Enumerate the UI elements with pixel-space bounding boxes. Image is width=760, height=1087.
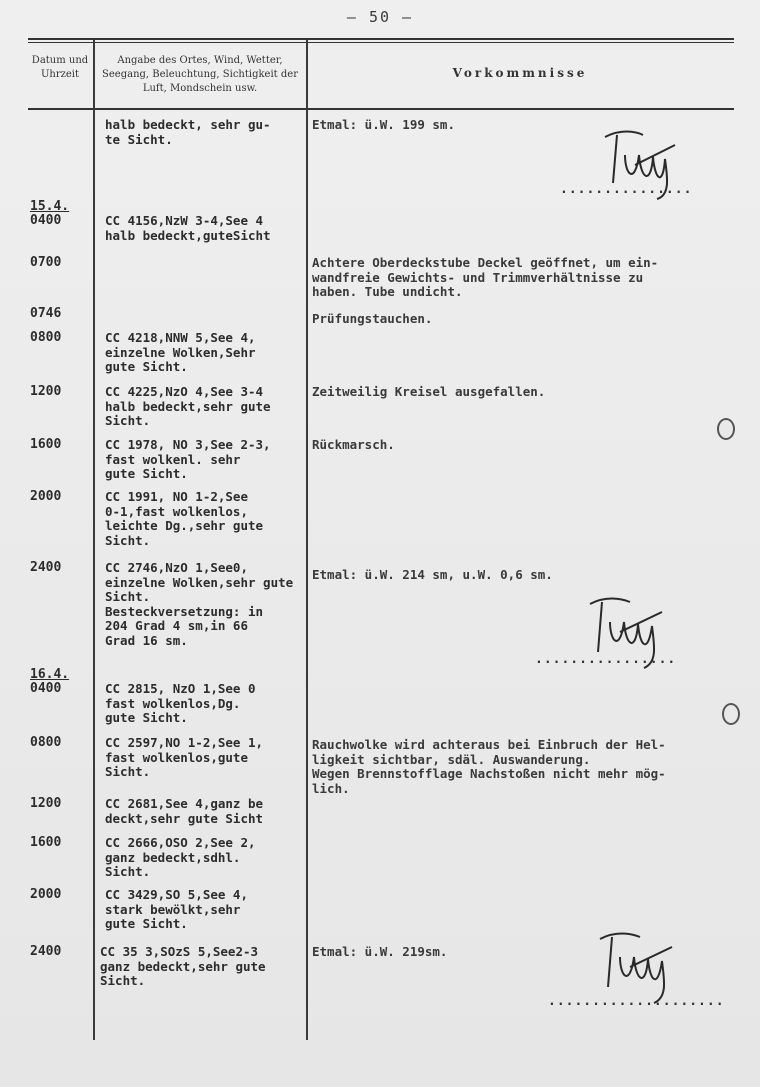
weather-cell: CC 2746,NzO 1,See0, einzelne Wolken,sehr gute Sicht. Besteckversetzung: in 204 Grad 4 sm,in 66 Grad 16 sm. (105, 560, 294, 648)
event-cell: Zeitweilig Kreisel ausgefallen. (312, 384, 546, 399)
weather-cell: CC 3429,SO 5,See 4, stark bewölkt,sehr gute Sicht. (105, 887, 248, 931)
event-cell: Rauchwolke wird achteraus bei Einbruch der Hel- ligkeit sichtbar, sdäl. Auswanderung. Wegen Brennstofflage Nachstoßen nicht mehr mög- lich. (312, 737, 666, 796)
punch-hole (722, 703, 740, 725)
weather-cell: CC 35 3,SOzS 5,See2-3 ganz bedeckt,sehr gute Sicht. (100, 944, 266, 988)
signature-dots: ............... (560, 182, 693, 197)
weather-cell: CC 4156,NzW 3-4,See 4 halb bedeckt,guteSicht (105, 213, 271, 243)
event-cell: Etmal: ü.W. 214 sm, u.W. 0,6 sm. (312, 567, 553, 582)
header-datum-text: Datum und Uhrzeit (31, 55, 89, 80)
header-ort-text: Angabe des Ortes, Wind, Wetter, Seegang, Beleuchtung, Sichtigkeit der Luft, Mondschein usw. (102, 55, 298, 94)
time-cell: 1200 (30, 384, 62, 399)
time-cell: 2000 (30, 887, 62, 902)
weather-cell: CC 2815, NzO 1,See 0 fast wolkenlos,Dg. gute Sicht. (105, 681, 256, 725)
signature-dots: .................... (548, 994, 725, 1009)
time-cell: 1200 (30, 796, 62, 811)
signature-dots: ................ (535, 652, 677, 667)
weather-cell: CC 4225,NzO 4,See 3-4 halb bedeckt,sehr gute Sicht. (105, 384, 271, 428)
header-bottom-rule (28, 108, 734, 110)
weather-cell: CC 1978, NO 3,See 2-3, fast wolkenl. sehr gute Sicht. (105, 437, 271, 481)
event-cell: Etmal: ü.W. 199 sm. (312, 117, 455, 132)
table-top-rule-2 (28, 42, 734, 43)
time-cell: 2400 (30, 944, 62, 959)
event-cell: Achtere Oberdeckstube Deckel geöffnet, um ein- wandfreie Gewichts- und Trimmverhältnisse zu haben. Tube undicht. (312, 255, 659, 299)
page-number: – 50 – (346, 8, 414, 26)
weather-cell: CC 2666,OSO 2,See 2, ganz bedeckt,sdhl. Sicht. (105, 835, 256, 879)
time-cell: 0746 (30, 306, 62, 321)
weather-cell: CC 2681,See 4,ganz be deckt,sehr gute Sicht (105, 796, 264, 826)
header-vorkommnisse (310, 66, 730, 80)
time-cell: 2000 (30, 489, 62, 504)
header-ort (96, 54, 304, 96)
weather-cell: CC 4218,NNW 5,See 4, einzelne Wolken,Sehr gute Sicht. (105, 330, 256, 374)
weather-cell: CC 1991, NO 1-2,See 0-1,fast wolkenlos, leichte Dg.,sehr gute Sicht. (105, 489, 264, 548)
time-cell: 0400 (30, 681, 62, 696)
time-cell: 2400 (30, 560, 62, 575)
header-vorkommnisse-text: Vorkommnisse (452, 66, 588, 80)
date-label: 15.4. (30, 199, 70, 214)
time-cell: 1600 (30, 835, 62, 850)
event-cell: Rückmarsch. (312, 437, 395, 452)
weather-cell: halb bedeckt, sehr gu- te Sicht. (105, 117, 271, 147)
col-divider-2 (306, 40, 308, 1040)
time-cell: 0800 (30, 330, 62, 345)
time-cell: 0400 (30, 213, 62, 228)
time-cell: 0700 (30, 255, 62, 270)
time-cell: 1600 (30, 437, 62, 452)
col-divider-1 (93, 40, 95, 1040)
event-cell: Prüfungstauchen. (312, 311, 433, 326)
time-cell: 0800 (30, 735, 62, 750)
header-datum (28, 54, 92, 82)
event-cell: Etmal: ü.W. 219sm. (312, 944, 448, 959)
date-label: 16.4. (30, 667, 70, 682)
weather-cell: CC 2597,NO 1-2,See 1, fast wolkenlos,gute Sicht. (105, 735, 264, 779)
punch-hole (717, 418, 735, 440)
table-top-rule (28, 38, 734, 40)
